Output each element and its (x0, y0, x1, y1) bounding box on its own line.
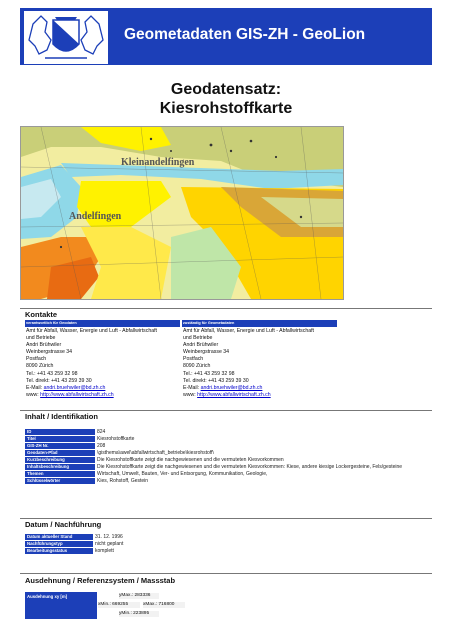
page-header (20, 8, 432, 65)
contacts-col1-header: verantwortlich für Geodaten (25, 320, 180, 327)
contact-line: Postfach (26, 356, 47, 363)
contact-line: Tel.: +41 43 259 32 98 (183, 370, 235, 377)
extent-ymin: yMin.: 223895 (119, 611, 159, 617)
row-key: Themen (25, 471, 95, 477)
identification-section-title: Inhalt / Identifikation (25, 412, 98, 421)
table-row (25, 548, 153, 554)
extent-ymax: yMax.: 283336 (119, 593, 159, 599)
contact-www-line (183, 392, 337, 399)
dataset-title-line2: Kiesrohstoffkarte (159, 100, 293, 117)
contact-line: Andri Brühwiler (26, 342, 62, 349)
contact-line: Amt für Abfall, Wasser, Energie und Luft - Abfallwirtschaft (183, 328, 314, 334)
contact-line: 8090 Zürich (183, 363, 211, 370)
email-link[interactable]: andri.bruehwiler@bd.zh.ch (43, 384, 106, 391)
table-row (25, 534, 153, 540)
email-label: E-Mail: (26, 384, 44, 391)
contact-line: Tel.: +41 43 259 32 98 (26, 370, 78, 377)
datum-table (25, 533, 153, 555)
row-value: nicht geplant (95, 541, 124, 547)
row-value: Die Kiesrohstoffkarte zeigt die nachgewiesenen und die vermuteten Kiesvorkommen (97, 457, 284, 463)
dataset-title (0, 80, 452, 118)
row-value: \gisthema\awel\abfallwirtschaft_betriebe\kiesrohstoff\ (97, 450, 214, 456)
header-title: Geometadaten GIS-ZH - GeoLion (124, 26, 366, 43)
row-key: Titel (25, 436, 95, 442)
table-row (25, 436, 437, 442)
contacts-col2-header: zuständig für Geometadaten (182, 320, 337, 327)
section-divider (20, 308, 432, 309)
table-row (25, 429, 437, 435)
contact-line: Tel. direkt: +41 43 259 39 30 (183, 377, 249, 384)
table-row (25, 443, 437, 449)
contacts-col2 (182, 328, 337, 399)
contact-email-line (183, 385, 337, 392)
section-divider (20, 573, 432, 574)
row-value: Kiesrohstoffkarte (97, 436, 135, 442)
contact-line: Postfach (183, 356, 204, 363)
row-key: Inhaltsbeschreibung (25, 464, 95, 470)
preview-map (20, 126, 344, 300)
website-link[interactable]: http://www.abfallwirtschaft.zh.ch (40, 391, 114, 398)
row-value: 208 (97, 443, 106, 449)
row-key: Geodaten-Pfad (25, 450, 95, 456)
website-link[interactable]: http://www.abfallwirtschaft.zh.ch (197, 391, 271, 398)
row-value: Wirtschaft, Umwelt, Bauten, Ver- und Entsorgung, Kommunikation, Geologie, (97, 471, 268, 477)
contact-line: Weinbergstrasse 34 (183, 349, 230, 356)
row-key: Schlüsselwörter (25, 478, 95, 484)
contact-line: Tel. direkt: +41 43 259 39 30 (26, 377, 92, 384)
contacts-section-title: Kontakte (25, 310, 58, 319)
extent-table (25, 592, 185, 619)
table-row (25, 478, 437, 484)
zurich-coat-of-arms-logo (24, 11, 108, 64)
row-value: 824 (97, 429, 106, 435)
www-label: www: (183, 391, 198, 398)
contacts-table (25, 320, 337, 399)
contact-line: Weinbergstrasse 34 (26, 349, 73, 356)
table-row (25, 464, 437, 470)
contact-line: und Betriebe (183, 335, 213, 342)
contact-line: 8090 Zürich (26, 363, 54, 370)
row-key: GIS-ZH Nr. (25, 443, 95, 449)
row-value: Die Kiesrohstoffkarte zeigt die nachgewiesenen und die vermuteten Kiesvorkommen: Kiese, andere kiesige Lockergesteine, Fels/gesteine (97, 464, 403, 470)
contact-line: und Betriebe (26, 335, 56, 342)
map-label-andelfingen: Andelfingen (69, 211, 122, 222)
extent-xmax: xMax.: 716800 (143, 602, 185, 608)
row-value: komplett (95, 548, 114, 554)
table-row (25, 457, 437, 463)
row-value: 31. 12. 1996 (95, 534, 123, 540)
contact-line: Amt für Abfall, Wasser, Energie und Luft - Abfallwirtschaft (26, 328, 157, 334)
row-key: ID (25, 429, 95, 435)
row-value: Kies, Rohstoff, Gestein (97, 478, 149, 484)
row-key: Kurzbeschreibung (25, 457, 95, 463)
table-row (25, 541, 153, 547)
section-divider (20, 410, 432, 411)
contacts-col1 (25, 328, 180, 399)
dataset-title-line1: Geodatensatz: (170, 81, 282, 98)
contact-email-line (26, 385, 180, 392)
contact-line: Andri Brühwiler (183, 342, 219, 349)
table-row (25, 471, 437, 477)
row-key: Bearbeitungsstatus (25, 548, 93, 554)
contact-www-line (26, 392, 180, 399)
extent-section-title: Ausdehnung / Referenzsystem / Massstab (25, 576, 176, 585)
www-label: www: (26, 391, 41, 398)
table-row (25, 450, 437, 456)
extent-label: Ausdehnung xy [m] (25, 592, 97, 619)
identification-table (25, 428, 437, 485)
row-key: Nachführungstyp (25, 541, 93, 547)
map-label-kleinandelfingen: Kleinandelfingen (121, 157, 195, 168)
email-label: E-Mail: (183, 384, 201, 391)
section-divider (20, 518, 432, 519)
row-key: Datum aktueller Stand (25, 534, 93, 540)
email-link[interactable]: andri.bruehwiler@bd.zh.ch (200, 384, 263, 391)
extent-xmin: xMin.: 669255 (98, 602, 140, 608)
datum-section-title: Datum / Nachführung (25, 520, 102, 529)
